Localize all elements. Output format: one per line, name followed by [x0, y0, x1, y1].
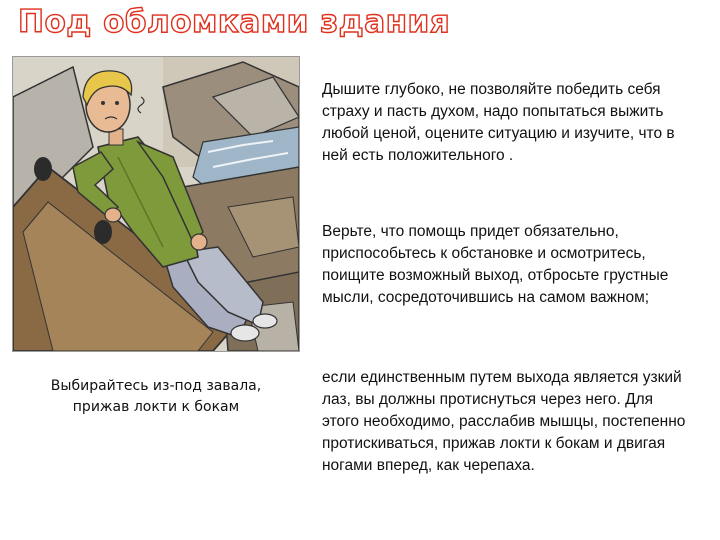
- paragraph-narrow-passage: если единственным путем выхода является узкий лаз, вы должны протиснуться через него. Для этого необходимо, расслабив мышцы, постепенно протискиваться, прижав локти к бокам и двигая ногами вперед, как черепаха.: [322, 369, 686, 474]
- slide-title: Под обломками здания: [18, 4, 451, 40]
- paragraph-believe: Верьте, что помощь придет обязательно, приспособьтесь к обстановке и осмотритесь, поищите возможный выход, отбросьте грустные мысли, сосредоточившись на самом важном;: [322, 223, 669, 306]
- rubble-escape-illustration: [12, 56, 300, 352]
- illustration-caption: Выбирайтесь из-под завала, прижав локти к бокам: [50, 378, 262, 415]
- paragraph-breathe: Дышите глубоко, не позволяйте победить себя страху и пасть духом, надо попытаться выжить любой ценой, оцените ситуацию и изучите, что в ней есть положительного .: [322, 81, 675, 164]
